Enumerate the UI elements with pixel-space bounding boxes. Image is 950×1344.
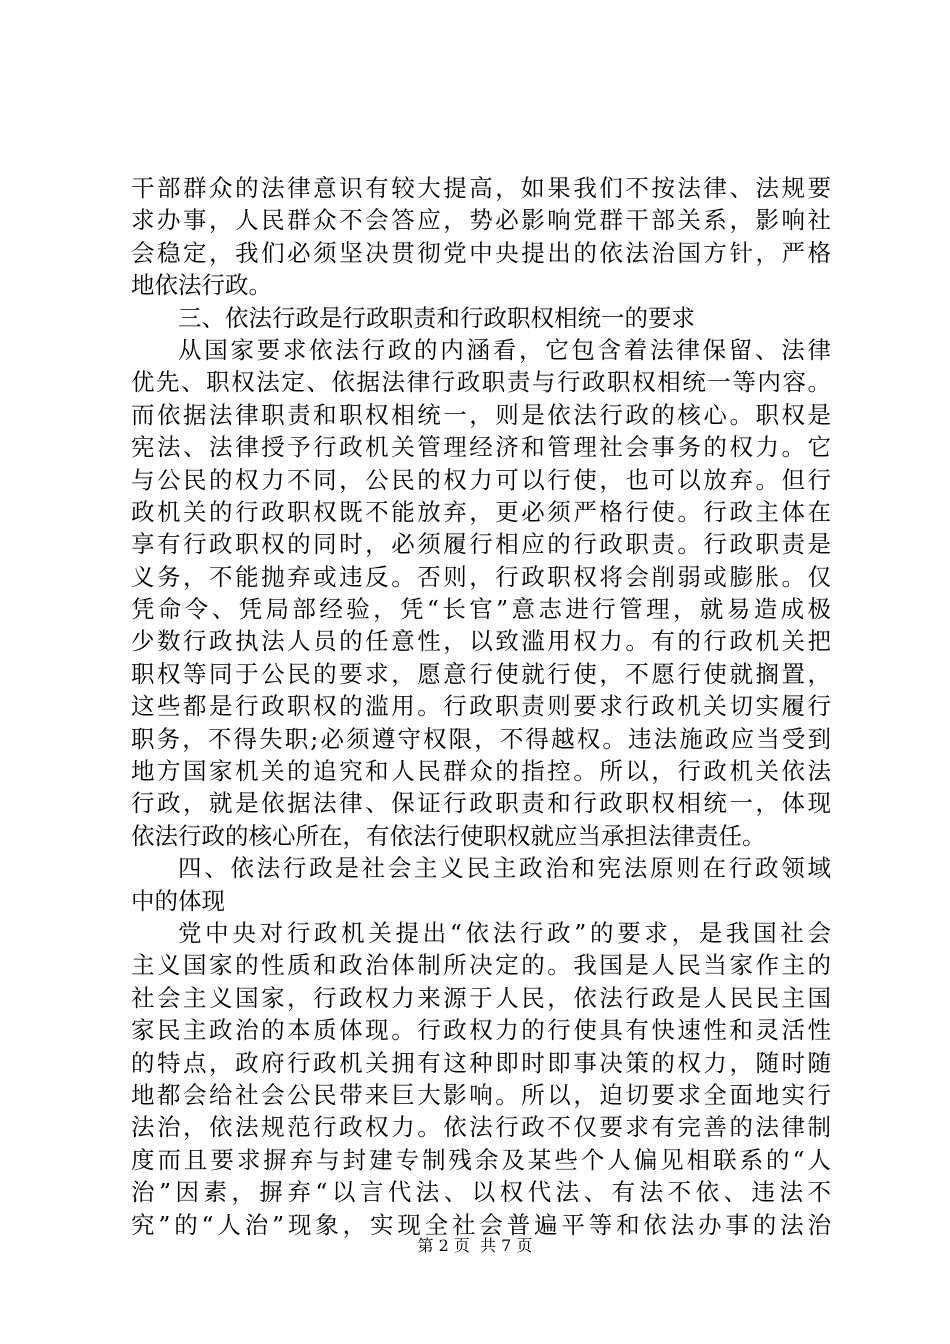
text-line: 政机关的行政职权既不能放弃，更必须严格行使。行政主体在 bbox=[131, 497, 831, 526]
text-line: 职务，不得失职;必须遵守权限，不得越权。违法施政应当受到 bbox=[131, 724, 831, 753]
text-line: 享有行政职权的同时，必须履行相应的行政职责。行政职责是 bbox=[131, 530, 831, 559]
text-line: 的特点，政府行政机关拥有这种即时即事决策的权力，随时随 bbox=[131, 1048, 831, 1077]
text-line: 社会主义国家，行政权力来源于人民，依法行政是人民民主国 bbox=[131, 983, 831, 1012]
text-line: 地方国家机关的追究和人民群众的指控。所以，行政机关依法 bbox=[131, 757, 831, 786]
text-line: 三、依法行政是行政职责和行政职权相统一的要求 bbox=[178, 303, 695, 332]
text-line: 义务，不能抛弃或违反。否则，行政职权将会削弱或膨胀。仅 bbox=[131, 562, 831, 591]
text-line: 少数行政执法人员的任意性，以致滥用权力。有的行政机关把 bbox=[131, 627, 831, 656]
text-line: 求办事，人民群众不会答应，势必影响党群干部关系，影响社 bbox=[131, 206, 831, 235]
text-line: 地都会给社会公民带来巨大影响。所以，迫切要求全面地实行 bbox=[131, 1080, 831, 1109]
text-line: 法治，依法规范行政权力。依法行政不仅要求有完善的法律制 bbox=[131, 1113, 831, 1142]
text-line: 四、依法行政是社会主义民主政治和宪法原则在行政领域 bbox=[178, 854, 831, 883]
text-line: 依法行政的核心所在，有依法行使职权就应当承担法律责任。 bbox=[131, 821, 766, 850]
text-line: 而依据法律职责和职权相统一，则是依法行政的核心。职权是 bbox=[131, 400, 831, 429]
text-line: 主义国家的性质和政治体制所决定的。我国是人民当家作主的 bbox=[131, 951, 831, 980]
text-line: 家民主政治的本质体现。行政权力的行使具有快速性和灵活性 bbox=[131, 1016, 831, 1045]
text-line: 凭命令、凭局部经验，凭“长官”意志进行管理，就易造成极 bbox=[131, 595, 831, 624]
text-line: 度而且要求摒弃与封建专制残余及某些个人偏见相联系的“人 bbox=[131, 1145, 831, 1174]
page-footer bbox=[0, 1236, 950, 1256]
text-line: 这些都是行政职权的滥用。行政职责则要求行政机关切实履行 bbox=[131, 692, 831, 721]
page-number: 第 2 页 bbox=[417, 1236, 470, 1255]
text-line: 行政，就是依据法律、保证行政职责和行政职权相统一，体现 bbox=[131, 789, 831, 818]
page-total: 共 7 页 bbox=[480, 1236, 533, 1255]
document-body bbox=[131, 172, 831, 1241]
text-line: 党中央对行政机关提出“依法行政”的要求，是我国社会 bbox=[178, 918, 831, 947]
text-line: 中的体现 bbox=[131, 886, 225, 915]
text-line: 职权等同于公民的要求，愿意行使就行使，不愿行使就搁置， bbox=[131, 659, 831, 688]
text-line: 宪法、法律授予行政机关管理经济和管理社会事务的权力。它 bbox=[131, 433, 831, 462]
text-line: 会稳定，我们必须坚决贯彻党中央提出的依法治国方针，严格 bbox=[131, 238, 831, 267]
text-line: 干部群众的法律意识有较大提高，如果我们不按法律、法规要 bbox=[131, 174, 831, 202]
text-line: 优先、职权法定、依据法律行政职责与行政职权相统一等内容。 bbox=[131, 368, 831, 397]
text-line: 与公民的权力不同，公民的权力可以行使，也可以放弃。但行 bbox=[131, 465, 831, 494]
text-line: 治”因素，摒弃“以言代法、以权代法、有法不依、违法不 bbox=[131, 1178, 831, 1207]
text-line: 地依法行政。 bbox=[131, 271, 272, 300]
text-line: 究”的“人治”现象，实现全社会普遍平等和依法办事的法治 bbox=[131, 1210, 831, 1239]
text-line: 从国家要求依法行政的内涵看，它包含着法律保留、法律 bbox=[178, 335, 831, 364]
